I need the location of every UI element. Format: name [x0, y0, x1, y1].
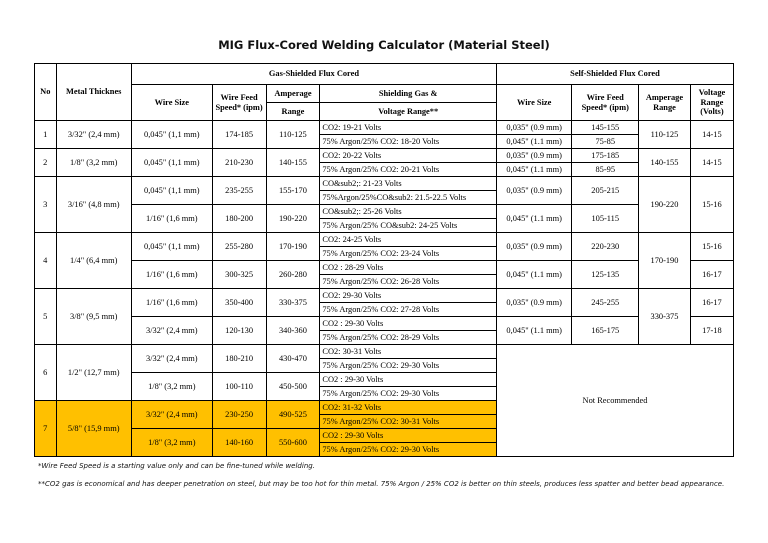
gas-wire-size: 1/16" (1,6 mm) [131, 261, 212, 289]
gas-argon-voltage: 75% Argon/25% CO2: 27-28 Volts [320, 303, 497, 317]
gas-amp: 450-500 [266, 373, 320, 401]
gas-wire-size: 1/16" (1,6 mm) [131, 205, 212, 233]
row-number: 6 [35, 345, 57, 401]
gas-amp: 140-155 [266, 149, 320, 177]
col-metal-thickness: Metal Thicknes [56, 64, 131, 121]
table-row [35, 177, 734, 191]
table-row [35, 149, 734, 163]
self-volt: 14-15 [690, 149, 733, 177]
gas-amp: 490-525 [266, 401, 320, 429]
gas-wfs: 300-325 [212, 261, 266, 289]
col-self-volt: Voltage Range (Volts) [690, 85, 733, 121]
self-wire-size: 0,045" (1.1 mm) [496, 261, 571, 289]
gas-wfs: 120-130 [212, 317, 266, 345]
group-self-shielded: Self-Shielded Flux Cored [496, 64, 733, 85]
gas-argon-voltage: 75% Argon/25% CO2: 29-30 Volts [320, 359, 497, 373]
row-number: 4 [35, 233, 57, 289]
row-number: 5 [35, 289, 57, 345]
gas-co2-voltage: CO2: 24-25 Volts [320, 233, 497, 247]
self-amp: 110-125 [639, 121, 691, 149]
col-gas-wire-size: Wire Size [131, 85, 212, 121]
gas-argon-voltage: 75% Argon/25% CO2: 23-24 Volts [320, 247, 497, 261]
metal-thickness: 1/8" (3,2 mm) [56, 149, 131, 177]
gas-wire-size: 0,045" (1,1 mm) [131, 233, 212, 261]
row-number: 2 [35, 149, 57, 177]
self-wfs: 205-215 [572, 177, 639, 205]
col-self-amp: Amperage Range [639, 85, 691, 121]
metal-thickness: 1/2" (12,7 mm) [56, 345, 131, 401]
gas-co2-voltage: CO2 : 29-30 Volts [320, 373, 497, 387]
gas-wire-size: 1/8" (3,2 mm) [131, 373, 212, 401]
col-gas-amp-range: Range [266, 103, 320, 121]
gas-wfs: 174-185 [212, 121, 266, 149]
gas-wire-size: 3/32" (2,4 mm) [131, 345, 212, 373]
table-row [35, 345, 734, 359]
row-number: 3 [35, 177, 57, 233]
self-amp: 140-155 [639, 149, 691, 177]
gas-argon-voltage: 75% Argon/25% CO2: 26-28 Volts [320, 275, 497, 289]
self-wfs: 145-155 [572, 121, 639, 135]
gas-amp: 340-360 [266, 317, 320, 345]
table-row [35, 205, 734, 219]
self-wire-size: 0,045" (1.1 mm) [496, 135, 571, 149]
gas-argon-voltage: 75% Argon/25% CO2: 29-30 Volts [320, 443, 497, 457]
self-wire-size: 0,045" (1.1 mm) [496, 317, 571, 345]
table-row [35, 233, 734, 247]
self-volt: 17-18 [690, 317, 733, 345]
gas-co2-voltage: CO2 : 29-30 Volts [320, 317, 497, 331]
self-wfs: 105-115 [572, 205, 639, 233]
row-number: 7 [35, 401, 57, 457]
gas-amp: 155-170 [266, 177, 320, 205]
gas-co2-voltage: CO2: 31-32 Volts [320, 401, 497, 415]
metal-thickness: 5/8" (15,9 mm) [56, 401, 131, 457]
self-wire-size: 0,035" (0.9 mm) [496, 233, 571, 261]
gas-wfs: 140-160 [212, 429, 266, 457]
self-wfs: 75-85 [572, 135, 639, 149]
col-gas-amp: Amperage [266, 85, 320, 103]
gas-co2-voltage: CO2 : 29-30 Volts [320, 429, 497, 443]
gas-amp: 110-125 [266, 121, 320, 149]
gas-amp: 550-600 [266, 429, 320, 457]
gas-wire-size: 0,045" (1,1 mm) [131, 177, 212, 205]
gas-wfs: 180-210 [212, 345, 266, 373]
self-volt: 16-17 [690, 261, 733, 289]
table-row [35, 317, 734, 331]
gas-wfs: 230-250 [212, 401, 266, 429]
self-wfs: 220-230 [572, 233, 639, 261]
self-amp: 170-190 [639, 233, 691, 289]
gas-argon-voltage: 75% Argon/25% CO2: 20-21 Volts [320, 163, 497, 177]
gas-wire-size: 3/32" (2,4 mm) [131, 317, 212, 345]
col-no: No [35, 64, 57, 121]
self-wfs: 165-175 [572, 317, 639, 345]
gas-amp: 330-375 [266, 289, 320, 317]
self-wire-size: 0,035" (0.9 mm) [496, 121, 571, 135]
table-row [35, 261, 734, 275]
gas-wfs: 100-110 [212, 373, 266, 401]
table-row [35, 289, 734, 303]
col-self-wire-size: Wire Size [496, 85, 571, 121]
col-gas-shield-volt: Voltage Range** [320, 103, 497, 121]
row-number: 1 [35, 121, 57, 149]
gas-wire-size: 3/32" (2,4 mm) [131, 401, 212, 429]
gas-argon-voltage: 75% Argon/25% CO2: 30-31 Volts [320, 415, 497, 429]
self-amp: 190-220 [639, 177, 691, 233]
gas-argon-voltage: 75% Argon/25% CO&sub2: 24-25 Volts [320, 219, 497, 233]
gas-amp: 430-470 [266, 345, 320, 373]
gas-wire-size: 1/16" (1,6 mm) [131, 289, 212, 317]
gas-note: **CO2 gas is economical and has deeper penetration on steel, but may be too hot for thin metal. 75% Argon / 25% CO2 is better on thin steels, produces less spatter and better bead appearance. [38, 480, 725, 488]
col-gas-shield: Shielding Gas & [320, 85, 497, 103]
gas-argon-voltage: 75% Argon/25% CO2: 18-20 Volts [320, 135, 497, 149]
self-wire-size: 0,035" (0.9 mm) [496, 177, 571, 205]
self-volt: 16-17 [690, 289, 733, 317]
self-wire-size: 0,035" (0.9 mm) [496, 149, 571, 163]
not-recommended: Not Recommended [496, 345, 733, 457]
gas-argon-voltage: 75% Argon/25% CO2: 28-29 Volts [320, 331, 497, 345]
gas-wire-size: 0,045" (1,1 mm) [131, 149, 212, 177]
gas-co2-voltage: CO2 : 28-29 Volts [320, 261, 497, 275]
metal-thickness: 3/16" (4,8 mm) [56, 177, 131, 233]
gas-co2-voltage: CO2: 30-31 Volts [320, 345, 497, 359]
col-gas-wfs: Wire Feed Speed* (ipm) [212, 85, 266, 121]
gas-wfs: 255-280 [212, 233, 266, 261]
gas-amp: 170-190 [266, 233, 320, 261]
gas-wfs: 235-255 [212, 177, 266, 205]
gas-co2-voltage: CO2: 19-21 Volts [320, 121, 497, 135]
gas-wfs: 180-200 [212, 205, 266, 233]
col-self-wfs: Wire Feed Speed* (ipm) [572, 85, 639, 121]
group-gas-shielded: Gas-Shielded Flux Cored [131, 64, 496, 85]
self-wire-size: 0,045" (1.1 mm) [496, 205, 571, 233]
gas-argon-voltage: 75%Argon/25%CO&sub2: 21.5-22.5 Volts [320, 191, 497, 205]
self-wfs: 85-95 [572, 163, 639, 177]
metal-thickness: 1/4" (6,4 mm) [56, 233, 131, 289]
self-wire-size: 0,045" (1.1 mm) [496, 163, 571, 177]
metal-thickness: 3/8" (9,5 mm) [56, 289, 131, 345]
gas-argon-voltage: 75% Argon/25% CO2: 29-30 Volts [320, 387, 497, 401]
gas-wire-size: 1/8" (3,2 mm) [131, 429, 212, 457]
self-volt: 15-16 [690, 177, 733, 233]
gas-amp: 260-280 [266, 261, 320, 289]
gas-wfs: 210-230 [212, 149, 266, 177]
gas-co2-voltage: CO&sub2;: 21-23 Volts [320, 177, 497, 191]
gas-co2-voltage: CO&sub2;: 25-26 Volts [320, 205, 497, 219]
gas-wfs: 350-400 [212, 289, 266, 317]
self-volt: 15-16 [690, 233, 733, 261]
welding-table [34, 63, 734, 457]
self-wfs: 175-185 [572, 149, 639, 163]
table-row [35, 121, 734, 135]
gas-amp: 190-220 [266, 205, 320, 233]
self-wfs: 125-135 [572, 261, 639, 289]
gas-wire-size: 0,045" (1,1 mm) [131, 121, 212, 149]
wire-feed-note: *Wire Feed Speed is a starting value only and can be fine-tuned while welding. [38, 462, 315, 470]
page-title: MIG Flux-Cored Welding Calculator (Material Steel) [218, 38, 550, 52]
metal-thickness: 3/32" (2,4 mm) [56, 121, 131, 149]
self-amp: 330-375 [639, 289, 691, 345]
self-wfs: 245-255 [572, 289, 639, 317]
self-wire-size: 0,035" (0.9 mm) [496, 289, 571, 317]
gas-co2-voltage: CO2: 20-22 Volts [320, 149, 497, 163]
self-volt: 14-15 [690, 121, 733, 149]
gas-co2-voltage: CO2: 29-30 Volts [320, 289, 497, 303]
